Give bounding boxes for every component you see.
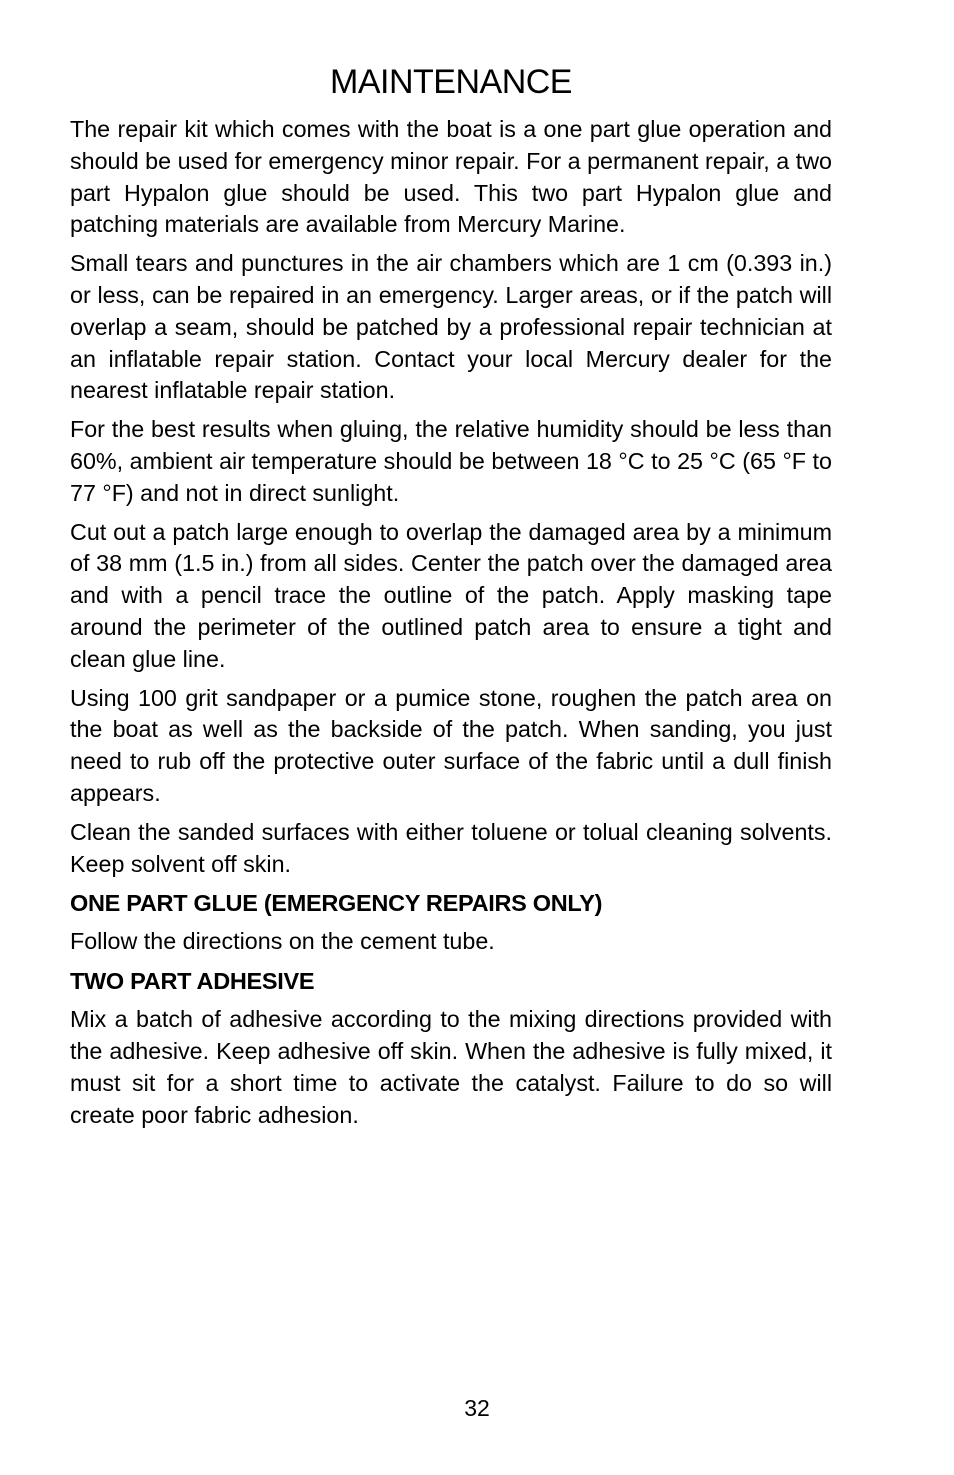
paragraph-cleaning: Clean the sanded surfaces with either toluene or tolual cleaning solvents. Keep solvent off skin. — [70, 818, 832, 877]
page-content — [70, 58, 832, 1138]
paragraph-cut-patch: Cut out a patch large enough to overlap the damaged area by a minimum of 38 mm (1.5 in.) from all sides. Center the patch over the damaged area and with a pencil trace the outline of the patch. Apply masking tape around the perimeter of the outlined patch area to ensure a tight and clean glue line. — [70, 518, 832, 672]
paragraph-sanding: Using 100 grit sandpaper or a pumice stone, roughen the patch area on the boat as well as the backside of the patch. When sanding, you just need to rub off the protective outer surface of the fabric until a dull finish appears. — [70, 684, 832, 806]
one-part-glue-heading: ONE PART GLUE (EMERGENCY REPAIRS ONLY) — [70, 890, 603, 917]
two-part-adhesive-text: Mix a batch of adhesive according to the mixing directions provided with the adhesive. Keep adhesive off skin. When the adhesive is fully mixed, it must sit for a short time to activate the catalyst. Failure to do so will create poor fabric adhesion. — [70, 1006, 832, 1128]
page-number: 32 — [464, 1395, 490, 1421]
paragraph-small-tears: Small tears and punctures in the air chambers which are 1 cm (0.393 in.) or less, can be repaired in an emergency. Larger areas, or if the patch will overlap a seam, should be patched by a professional repair technician at an inflatable repair station. Contact your local Mercury dealer for the nearest inflatable repair station. — [70, 250, 832, 404]
two-part-adhesive-heading: TWO PART ADHESIVE — [70, 968, 315, 995]
page-title: MAINTENANCE — [330, 63, 572, 101]
one-part-glue-text: Follow the directions on the cement tube. — [70, 928, 495, 955]
paragraph-repair-kit: The repair kit which comes with the boat is a one part glue operation and should be used for emergency minor repair. For a permanent repair, a two part Hypalon glue should be used. This two part Hypalon glue and patching materials are available from Mercury Marine. — [70, 116, 832, 238]
paragraph-gluing-conditions: For the best results when gluing, the relative humidity should be less than 60%, ambient air temperature should be between 18 °C to 25 °C (65 °F to 77 °F) and not in direct sunlight. — [70, 416, 832, 506]
